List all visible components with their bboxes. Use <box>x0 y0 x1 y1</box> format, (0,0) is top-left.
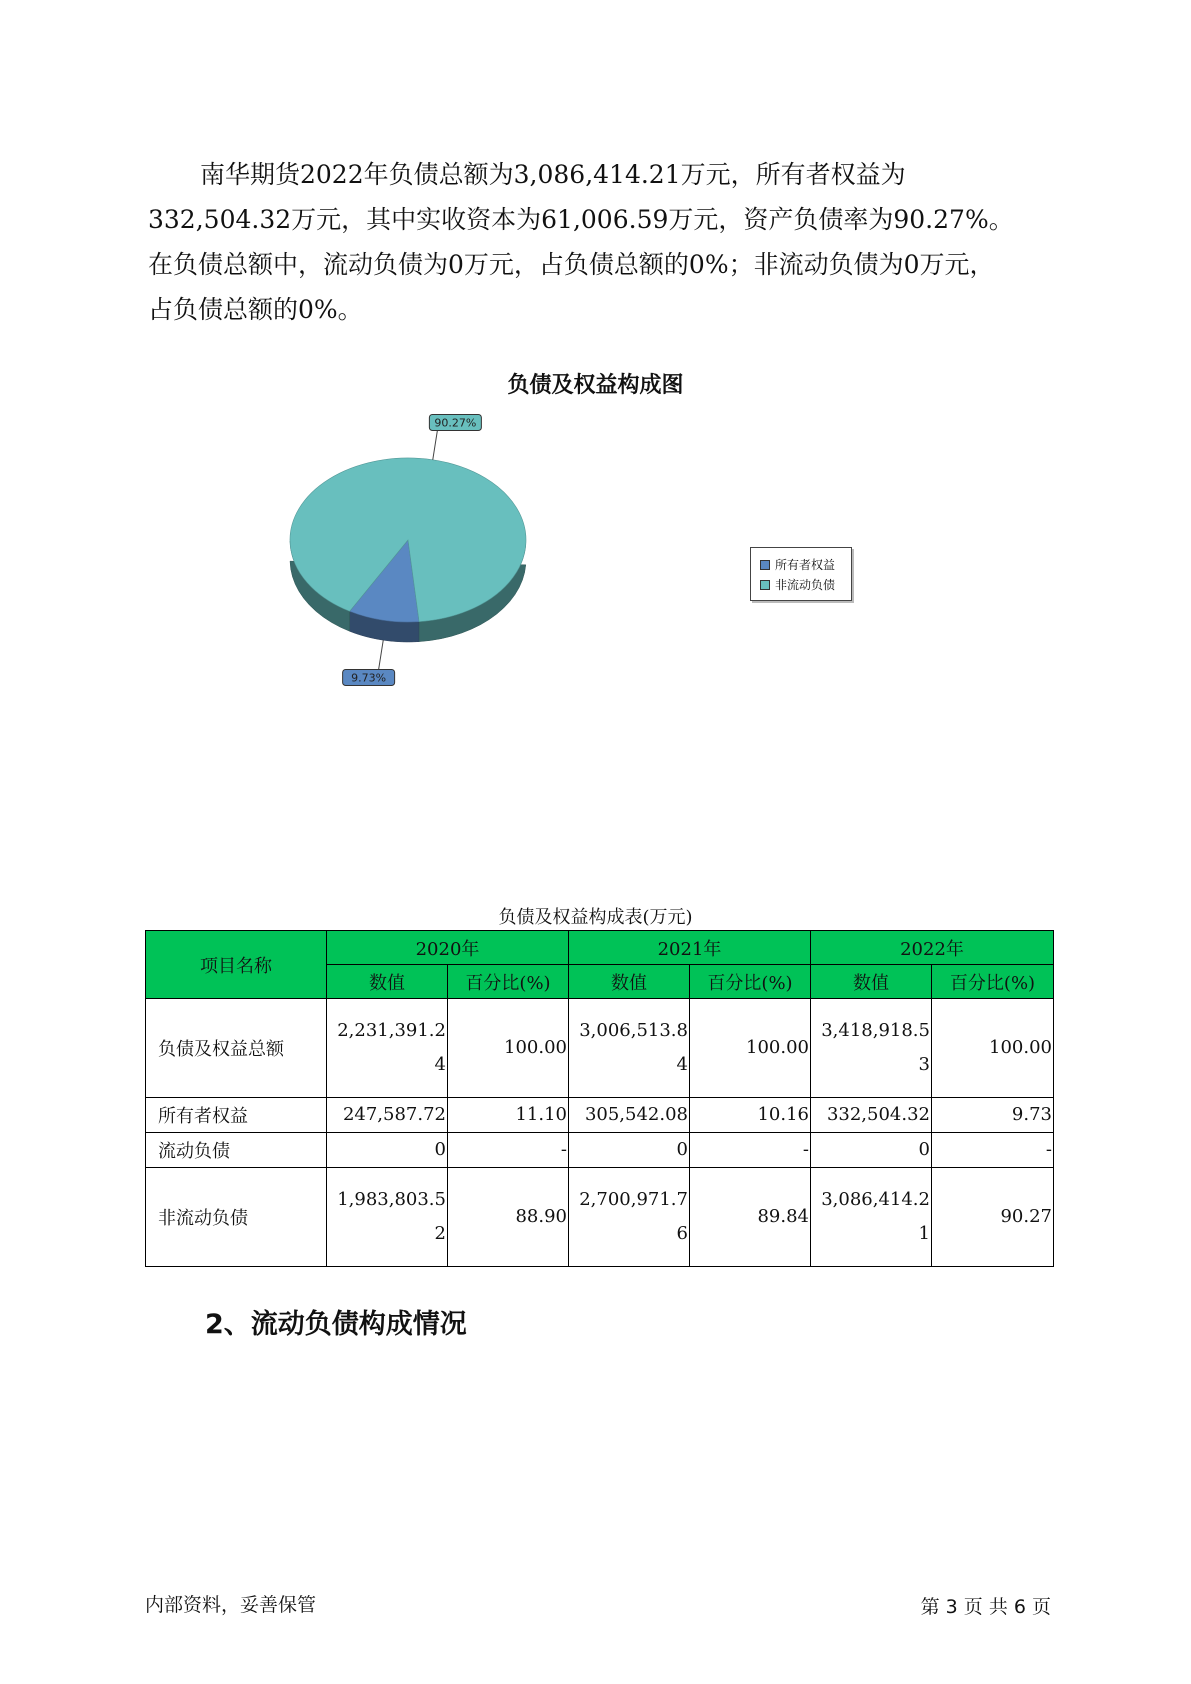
legend-item-owner-equity <box>760 556 835 573</box>
header-year-2020: 2020年 <box>327 931 569 965</box>
paragraph-line: 332,504.32万元，其中实收资本为61,006.59万元，资产负债率为90.27%。 <box>148 205 1014 234</box>
paragraph-line: 占负债总额的0%。 <box>148 295 363 324</box>
table-cell: 3,086,414.21 <box>811 1168 932 1267</box>
table-row <box>146 999 1054 1098</box>
paragraph-line: 在负债总额中，流动负债为0万元，占负债总额的0%；非流动负债为0万元， <box>148 250 995 279</box>
row-label: 流动负债 <box>146 1133 327 1168</box>
section-heading: 2、流动负债构成情况 <box>205 1309 467 1340</box>
table-cell: - <box>690 1133 811 1168</box>
pie-leader-1 <box>433 430 438 459</box>
row-label: 负债及权益总额 <box>146 999 327 1098</box>
pie-data-label-1: 90.27% <box>434 416 477 430</box>
header-percent: 百分比(%) <box>690 965 811 999</box>
table-cell: 3,006,513.84 <box>569 999 690 1098</box>
table-row <box>146 1168 1054 1267</box>
header-value: 数值 <box>569 965 690 999</box>
table-cell: 2,231,391.24 <box>327 999 448 1098</box>
page-number: 第 3 页 共 6 页 <box>920 1596 1051 1618</box>
table-cell: 0 <box>327 1133 448 1168</box>
table-cell: 100.00 <box>690 999 811 1098</box>
liability-equity-table <box>145 930 1054 1267</box>
table-cell: 90.27 <box>932 1168 1054 1267</box>
legend-swatch-noncurrent-liability <box>760 580 770 590</box>
pie-leader-0 <box>379 640 384 669</box>
table-cell: 10.16 <box>690 1098 811 1133</box>
header-value: 数值 <box>327 965 448 999</box>
legend-item-noncurrent-liability <box>760 576 835 593</box>
pie-data-label-0: 9.73% <box>351 671 387 685</box>
legend-swatch-owner-equity <box>760 560 770 570</box>
pie-chart <box>290 416 610 690</box>
paragraph-line: 南华期货2022年负债总额为3,086,414.21万元，所有者权益为 <box>200 160 906 189</box>
table-row <box>146 1133 1054 1168</box>
table-cell: 332,504.32 <box>811 1098 932 1133</box>
row-label: 所有者权益 <box>146 1098 327 1133</box>
table-cell: 0 <box>811 1133 932 1168</box>
header-percent: 百分比(%) <box>932 965 1054 999</box>
legend-label: 非流动负债 <box>775 578 836 592</box>
chart-title: 负债及权益构成图 <box>507 373 684 398</box>
table-cell: 88.90 <box>448 1168 569 1267</box>
table-cell: 1,983,803.52 <box>327 1168 448 1267</box>
table-cell: 89.84 <box>690 1168 811 1267</box>
table-cell: 2,700,971.76 <box>569 1168 690 1267</box>
table-cell: 100.00 <box>932 999 1054 1098</box>
header-year-2022: 2022年 <box>811 931 1054 965</box>
table-cell: - <box>932 1133 1054 1168</box>
legend-label: 所有者权益 <box>775 558 836 572</box>
intro-paragraph <box>148 152 1060 332</box>
header-item-name: 项目名称 <box>146 931 327 999</box>
header-year-2021: 2021年 <box>569 931 811 965</box>
table-cell: 0 <box>569 1133 690 1168</box>
header-percent: 百分比(%) <box>448 965 569 999</box>
table-cell: 3,418,918.53 <box>811 999 932 1098</box>
table-row <box>146 1098 1054 1133</box>
table-cell: 9.73 <box>932 1098 1054 1133</box>
table-cell: 305,542.08 <box>569 1098 690 1133</box>
table-cell: 11.10 <box>448 1098 569 1133</box>
table-cell: 247,587.72 <box>327 1098 448 1133</box>
table-cell: 100.00 <box>448 999 569 1098</box>
table-cell: - <box>448 1133 569 1168</box>
footer-note: 内部资料，妥善保管 <box>145 1594 317 1616</box>
row-label: 非流动负债 <box>146 1168 327 1267</box>
table-caption: 负债及权益构成表(万元) <box>498 907 693 928</box>
chart-legend <box>750 547 852 601</box>
header-value: 数值 <box>811 965 932 999</box>
